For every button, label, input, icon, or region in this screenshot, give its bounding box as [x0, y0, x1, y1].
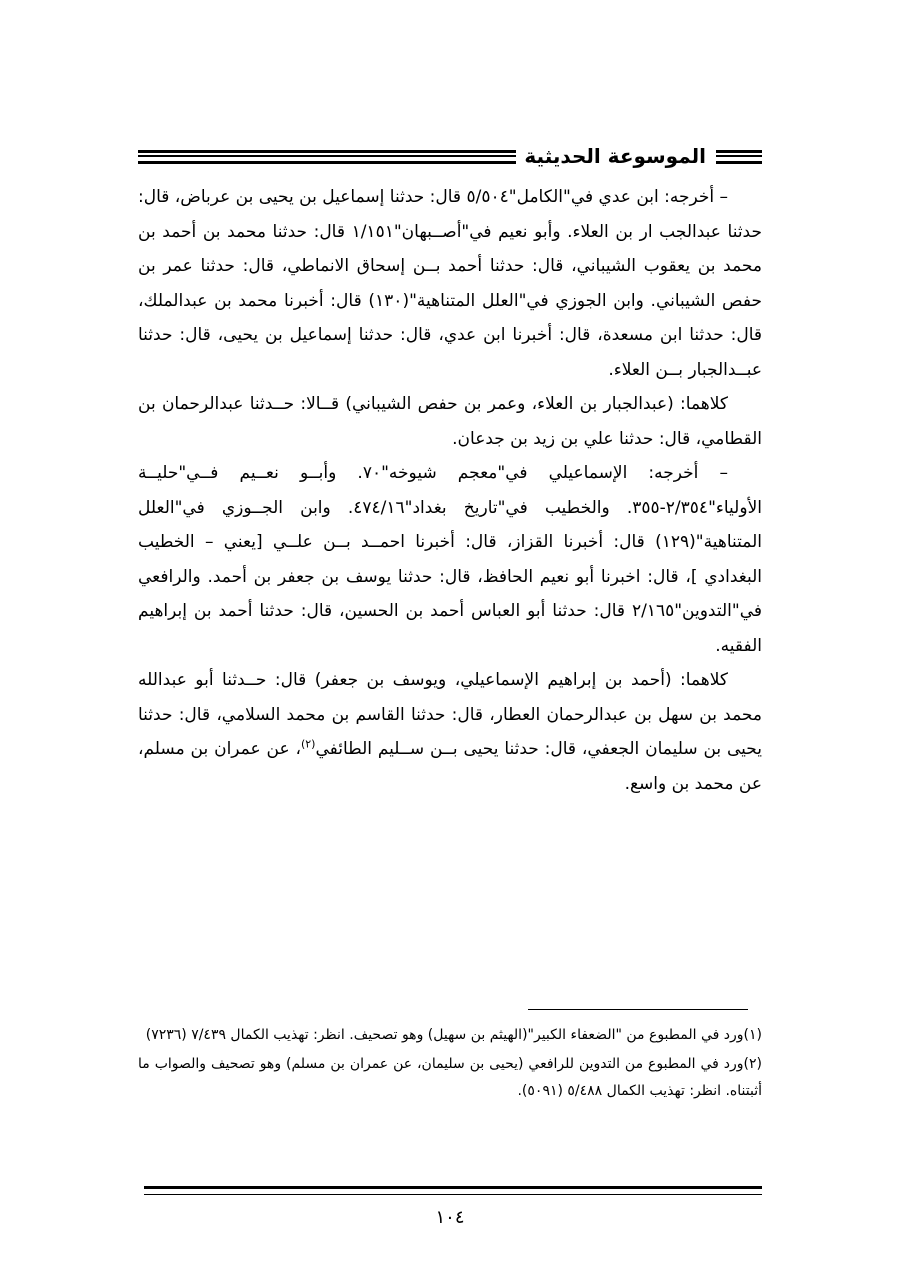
- header-rule-right: [716, 150, 762, 164]
- book-title: الموسوعة الحديثية: [516, 140, 714, 172]
- page-number: ١٠٤: [435, 1207, 465, 1228]
- paragraph-4-text: كلاهما: (أحمد بن إبراهيم الإسماعيلي، ويوسف بن جعفر) قال: حــدثنا أبو عبدالله محمد بن سهل بن عبدالرحمان العطار، قال: حدثنا القاسم بن محمد السلامي، قال: حدثنا يحيى بن سليمان الجعفي، قال: حدثنا يحيى بــن ســليم الطائفي: [138, 670, 762, 759]
- main-text: [138, 180, 762, 801]
- footnote-2-text: ورد في المطبوع من التدوين للرافعي (يحيى بن سليمان، عن عمران بن مسلم) وهو تصحيف والصواب ما أثبتناه. انظر: تهذيب الكمال ٥/٤٨٨ (٥٠٩١).: [138, 1056, 762, 1099]
- paragraph-3: – أخرجه: الإسماعيلي في"معجم شيوخه"٧٠. وأبــو نعــيم فــي"حليــة الأولياء"٢/٣٥٤-٣٥٥. والخطيب في"تاريخ بغداد"٤٧٤/١٦. وابن الجــوزي في"العلل المتناهية"(١٢٩) قال: أخبرنا القزاز، قال: أخبرنا احمــد بــن علــي [يعني – الخطيب البغدادي ]، قال: اخبرنا أبو نعيم الحافظ، قال: حدثنا يوسف بن جعفر بن أحمد. والرافعي في"التدوين"٢/١٦٥ قال: حدثنا أبو العباس أحمد بن الحسين، قال: حدثنا أحمد بن إبراهيم الفقيه.: [138, 463, 762, 656]
- footnote-2: [138, 1051, 762, 1105]
- paragraph-2: كلاهما: (عبدالجبار بن العلاء، وعمر بن حفص الشيباني) قــالا: حــدثنا عبدالرحمان بن القطامي، قال: حدثنا علي بن زيد بن جدعان.: [138, 394, 762, 449]
- footnote-separator: [528, 1009, 748, 1010]
- footnotes: [138, 1022, 762, 1107]
- footnote-1: [138, 1022, 762, 1049]
- paragraph-1: – أخرجه: ابن عدي في"الكامل"٥/٥٠٤ قال: حدثنا إسماعيل بن يحيى بن عرباض، قال: حدثنا عبدالجب ار بن العلاء. وأبو نعيم في"أصــبهان"١/١٥١ قال: حدثنا محمد بن أحمد بن محمد بن يعقوب الشيباني، قال: حدثنا أحمد بــن إسحاق الانماطي، قال: حدثنا عمر بن حفص الشيباني. وابن الجوزي في"العلل المتناهية"(١٣٠) قال: أخبرنا محمد بن عبدالملك، قال: حدثنا ابن مسعدة، قال: أخبرنا ابن عدي، قال: حدثنا إسماعيل بن يحيى، قال: حدثنا عبــدالجبار بــن العلاء.: [138, 187, 762, 380]
- header-rule-left: [138, 150, 530, 164]
- footnote-1-text: ورد في المطبوع من "الضعفاء الكبير"(الهيثم بن سهيل) وهو تصحيف. انظر: تهذيب الكمال ٧/٤٣٩ (٧٢٣٦): [145, 1027, 744, 1043]
- bottom-rule: [144, 1186, 762, 1195]
- footnote-1-number: (١): [743, 1027, 762, 1043]
- running-header: [138, 140, 762, 172]
- paragraph-4-tail: ، عن عمران بن مسلم، عن محمد بن واسع.: [138, 739, 762, 794]
- footnote-2-number: (٢): [743, 1056, 762, 1072]
- footnote-marker-2[interactable]: (٢): [300, 737, 316, 751]
- paragraph-4: [138, 663, 762, 801]
